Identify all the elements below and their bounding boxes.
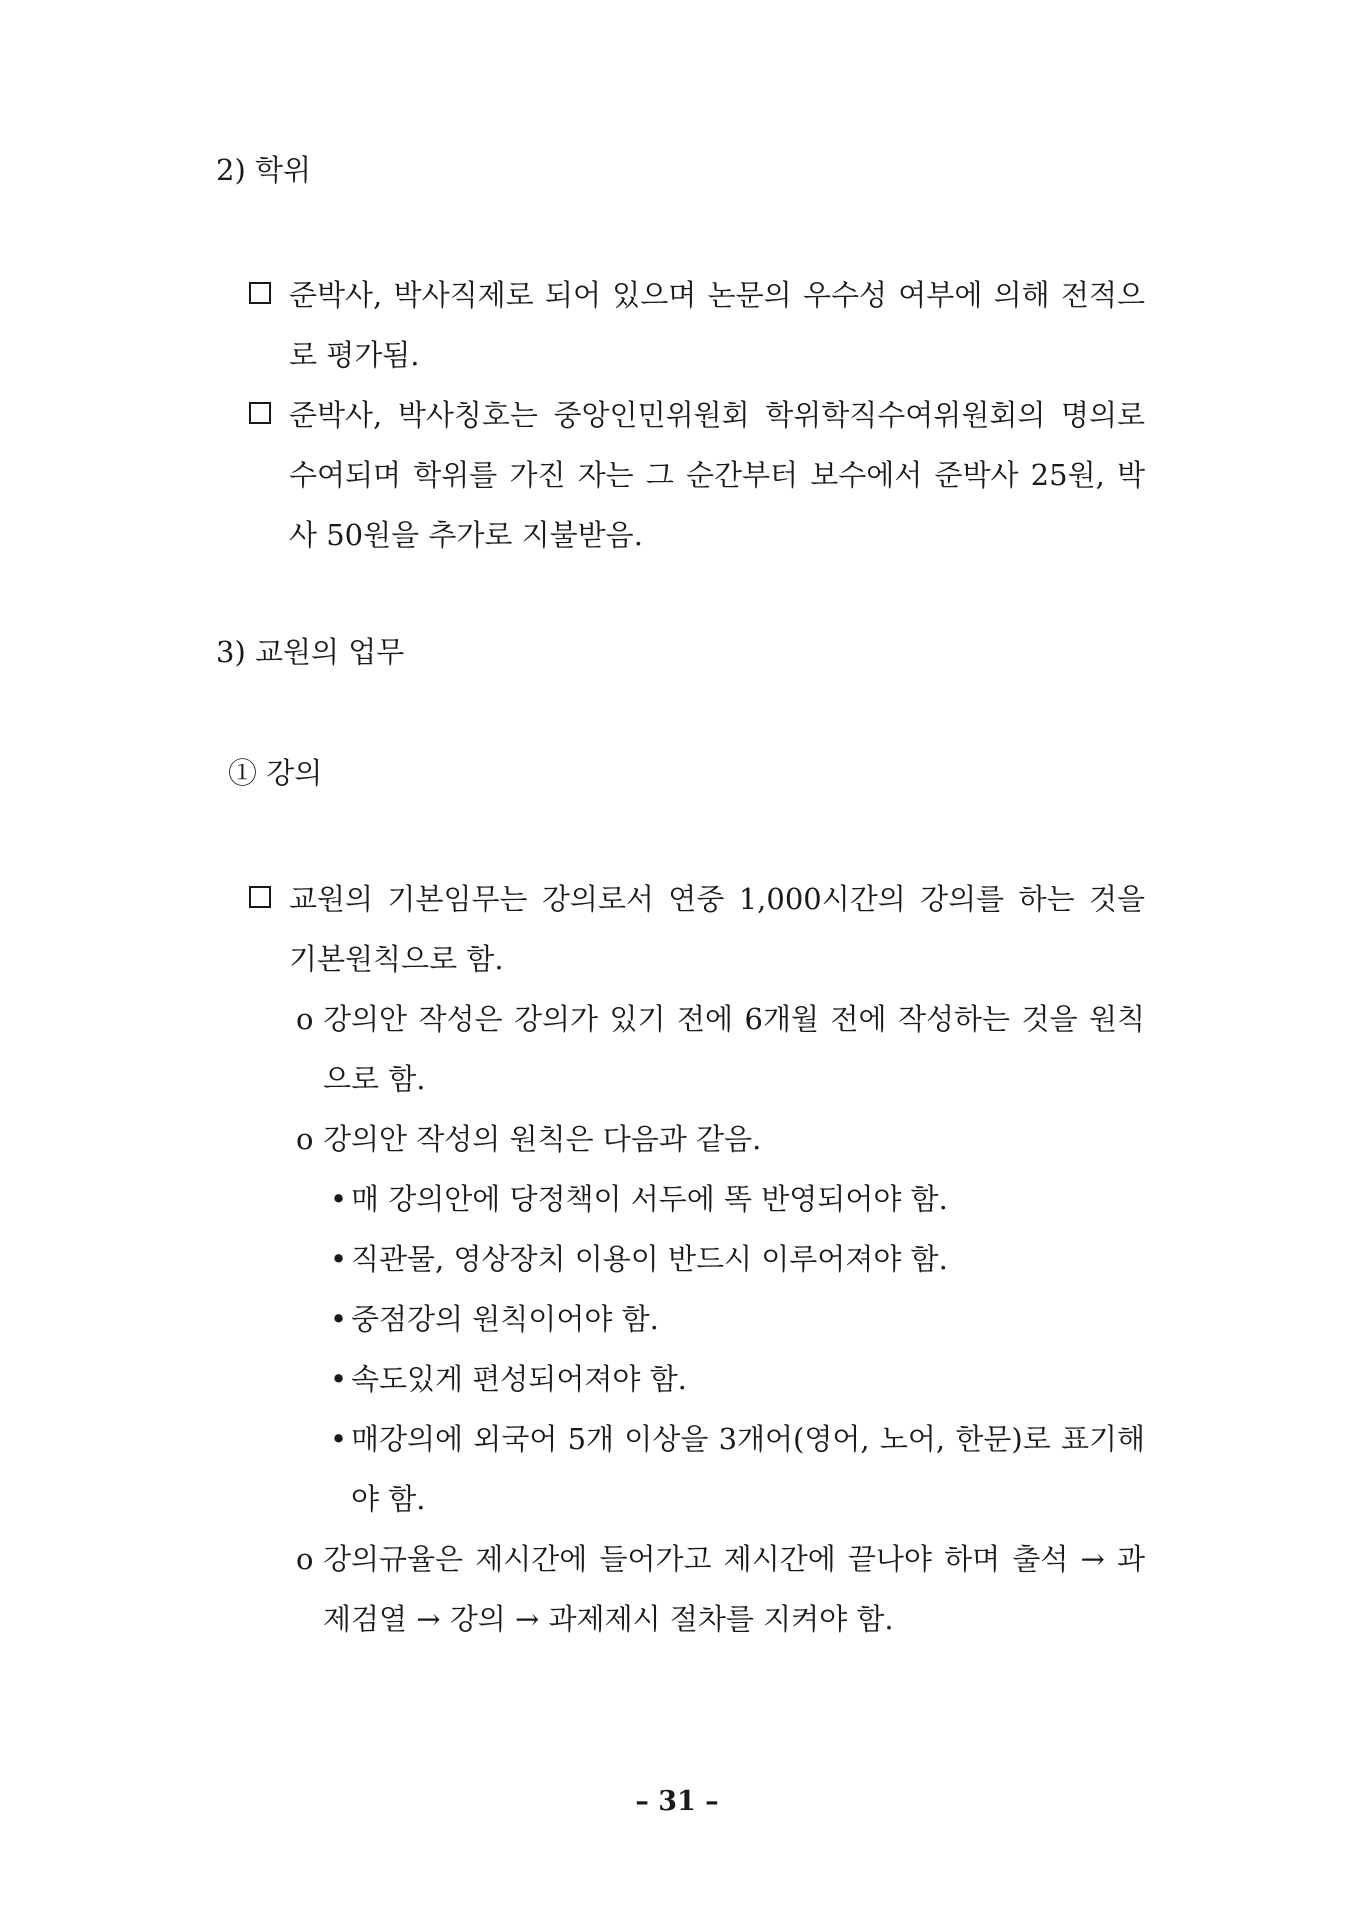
lecture-o-item-2: 강의안 작성의 원칙은 다음과 같음.: [323, 1122, 762, 1156]
lecture-o-item-3: 강의규율은 제시간에 들어가고 제시간에 끝나야 하며 출석 → 과제검열 → 강의 → 과제제시 절차를 지켜야 함.: [323, 1542, 1145, 1636]
dot-bullet: •: [330, 1242, 348, 1276]
section-heading-degree: 2) 학위: [216, 153, 312, 187]
dot-bullet: •: [330, 1302, 348, 1336]
o-bullet: o: [296, 1002, 314, 1036]
lecture-dot-item-5: 매강의에 외국어 5개 이상을 3개어(영어, 노어, 한문)로 표기해야 함.: [351, 1422, 1145, 1516]
lecture-box-item: 교원의 기본임무는 강의로서 연중 1,000시간의 강의를 하는 것을 기본원칙으로 함.: [289, 882, 1145, 976]
checkbox-square-icon: [249, 886, 271, 908]
section-heading-teacher-duties: 3) 교원의 업무: [216, 635, 405, 669]
subsection-heading-lecture: ① 강의: [228, 756, 323, 790]
lecture-dot-item-4: 속도있게 편성되어져야 함.: [351, 1362, 687, 1396]
page-number: – 31 –: [635, 1786, 719, 1817]
checkbox-square-icon: [249, 402, 271, 424]
dot-bullet: •: [330, 1182, 348, 1216]
degree-item-1: 준박사, 박사직제로 되어 있으며 논문의 우수성 여부에 의해 전적으로 평가됨.: [289, 278, 1145, 372]
degree-item-2: 준박사, 박사칭호는 중앙인민위원회 학위학직수여위원회의 명의로 수여되며 학위를 가진 자는 그 순간부터 보수에서 준박사 25원, 박사 50원을 추가로 지불받음.: [289, 398, 1145, 552]
dot-bullet: •: [330, 1422, 348, 1456]
o-bullet: o: [296, 1122, 314, 1156]
checkbox-square-icon: [249, 282, 271, 304]
lecture-dot-item-3: 중점강의 원칙이어야 함.: [351, 1302, 659, 1336]
o-bullet: o: [296, 1542, 314, 1576]
lecture-dot-item-1: 매 강의안에 당정책이 서두에 똑 반영되어야 함.: [351, 1182, 948, 1216]
lecture-o-item-1: 강의안 작성은 강의가 있기 전에 6개월 전에 작성하는 것을 원칙으로 함.: [323, 1002, 1145, 1096]
dot-bullet: •: [330, 1362, 348, 1396]
lecture-dot-item-2: 직관물, 영상장치 이용이 반드시 이루어져야 함.: [351, 1242, 948, 1276]
